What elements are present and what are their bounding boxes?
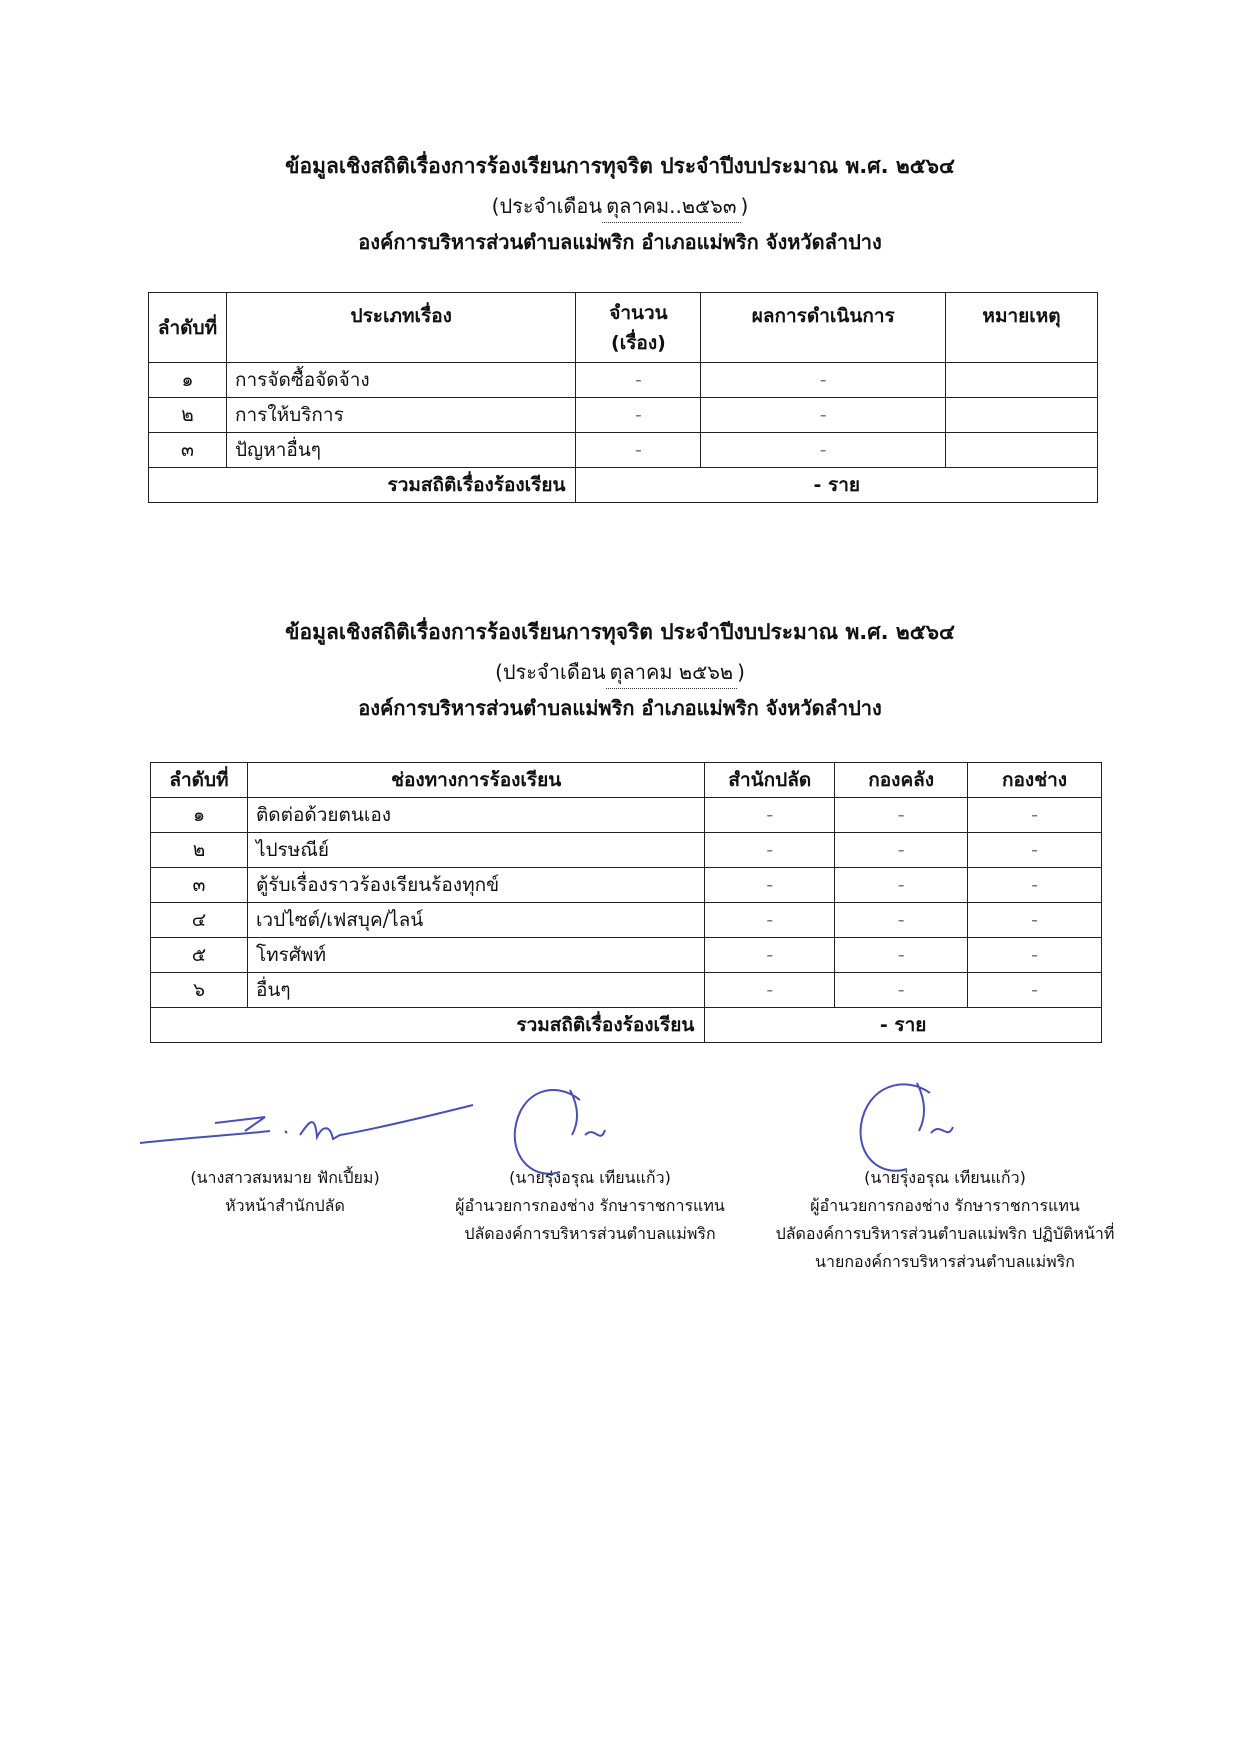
table-row — [151, 938, 1102, 973]
section1-title: ข้อมูลเชิงสถิติเรื่องการร้องเรียนการทุจริต ประจำปีงบประมาณ พ.ศ. ๒๕๖๔ — [285, 154, 955, 178]
total-value: - ราย — [705, 1008, 1102, 1043]
section2-table — [150, 762, 1102, 1043]
month-value: ตุลาคม ๒๕๖๒ — [606, 656, 738, 689]
total-value: - ราย — [576, 468, 1098, 503]
table-row — [149, 433, 1098, 468]
header-note: หมายเหตุ — [946, 293, 1098, 363]
cell-engineering: - — [968, 798, 1102, 833]
cell-no: ๔ — [151, 903, 248, 938]
cell-office: - — [705, 868, 835, 903]
total-label: รวมสถิติเรื่องร้องเรียน — [151, 1008, 705, 1043]
cell-no: ๑ — [151, 798, 248, 833]
table-row — [151, 973, 1102, 1008]
month-prefix: (ประจำเดือน — [495, 660, 606, 684]
table-header-row — [151, 763, 1102, 798]
month-suffix: ) — [737, 660, 745, 684]
table-row — [151, 903, 1102, 938]
signer-title: ปลัดองค์การบริหารส่วนตำบลแม่พริก — [464, 1224, 716, 1243]
cell-engineering: - — [968, 973, 1102, 1008]
cell-finance: - — [835, 938, 968, 973]
cell-office: - — [705, 798, 835, 833]
cell-type: ปัญหาอื่นๆ — [226, 433, 576, 468]
signer-title: ผู้อำนวยการกองช่าง รักษาราชการแทน — [810, 1196, 1080, 1215]
section2-month — [0, 656, 1240, 689]
cell-channel: อื่นๆ — [247, 973, 704, 1008]
table-row — [151, 868, 1102, 903]
cell-channel: ไปรษณีย์ — [247, 833, 704, 868]
cell-engineering: - — [968, 903, 1102, 938]
header-office: สำนักปลัด — [705, 763, 835, 798]
section1-table — [148, 292, 1098, 503]
cell-finance: - — [835, 868, 968, 903]
table-row — [149, 398, 1098, 433]
total-row — [151, 1008, 1102, 1043]
signature-block-2 — [420, 1164, 760, 1248]
month-prefix: (ประจำเดือน — [491, 194, 603, 218]
table-row — [151, 798, 1102, 833]
table-header-row — [149, 293, 1098, 363]
total-label: รวมสถิติเรื่องร้องเรียน — [149, 468, 576, 503]
cell-channel: ตู้รับเรื่องราวร้องเรียนร้องทุกข์ — [247, 868, 704, 903]
cell-note — [946, 398, 1098, 433]
cell-engineering: - — [968, 833, 1102, 868]
cell-type: การจัดซื้อจัดจ้าง — [226, 363, 576, 398]
signer-title: นายกองค์การบริหารส่วนตำบลแม่พริก — [815, 1252, 1075, 1271]
cell-type: การให้บริการ — [226, 398, 576, 433]
month-suffix: ) — [740, 194, 749, 218]
cell-note — [946, 433, 1098, 468]
header-no: ลำดับที่ — [149, 293, 227, 363]
cell-finance: - — [835, 973, 968, 1008]
cell-no: ๕ — [151, 938, 248, 973]
cell-no: ๖ — [151, 973, 248, 1008]
cell-no: ๒ — [149, 398, 227, 433]
header-engineering: กองช่าง — [968, 763, 1102, 798]
header-result: ผลการดำเนินการ — [701, 293, 946, 363]
cell-channel: โทรศัพท์ — [247, 938, 704, 973]
month-value: ตุลาคม..๒๕๖๓ — [602, 190, 740, 223]
section2-org: องค์การบริหารส่วนตำบลแม่พริก อำเภอแม่พริก จังหวัดลำปาง — [358, 696, 882, 720]
cell-engineering: - — [968, 868, 1102, 903]
table-row — [149, 363, 1098, 398]
cell-office: - — [705, 973, 835, 1008]
table-row — [151, 833, 1102, 868]
cell-result: - — [701, 363, 946, 398]
signer-title: หัวหน้าสำนักปลัด — [225, 1196, 345, 1215]
cell-count: - — [576, 433, 701, 468]
cell-note — [946, 363, 1098, 398]
cell-office: - — [705, 938, 835, 973]
section2-title: ข้อมูลเชิงสถิติเรื่องการร้องเรียนการทุจริต ประจำปีงบประมาณ พ.ศ. ๒๕๖๔ — [285, 620, 955, 644]
total-row — [149, 468, 1098, 503]
cell-office: - — [705, 833, 835, 868]
header-channel: ช่องทางการร้องเรียน — [247, 763, 704, 798]
cell-result: - — [701, 398, 946, 433]
cell-finance: - — [835, 903, 968, 938]
signature-block-3 — [755, 1164, 1135, 1276]
header-finance: กองคลัง — [835, 763, 968, 798]
cell-result: - — [701, 433, 946, 468]
cell-finance: - — [835, 833, 968, 868]
signature-scribble-1 — [135, 1095, 480, 1155]
header-type: ประเภทเรื่อง — [226, 293, 576, 363]
header-no: ลำดับที่ — [151, 763, 248, 798]
cell-finance: - — [835, 798, 968, 833]
section1-org: องค์การบริหารส่วนตำบลแม่พริก อำเภอแม่พริก จังหวัดลำปาง — [358, 230, 882, 254]
cell-engineering: - — [968, 938, 1102, 973]
cell-channel: เวปไซต์/เฟสบุค/ไลน์ — [247, 903, 704, 938]
cell-channel: ติดต่อด้วยตนเอง — [247, 798, 704, 833]
cell-count: - — [576, 363, 701, 398]
cell-no: ๓ — [149, 433, 227, 468]
signature-block-1 — [150, 1164, 420, 1220]
section1-month — [0, 190, 1240, 223]
cell-count: - — [576, 398, 701, 433]
cell-office: - — [705, 903, 835, 938]
signer-name: (นางสาวสมหมาย ฟักเปี้ยม) — [190, 1168, 380, 1187]
header-count: จำนวน (เรื่อง) — [576, 293, 701, 363]
cell-no: ๓ — [151, 868, 248, 903]
signer-title: ปลัดองค์การบริหารส่วนตำบลแม่พริก ปฏิบัติหน้าที่ — [775, 1224, 1115, 1243]
signer-title: ผู้อำนวยการกองช่าง รักษาราชการแทน — [455, 1196, 725, 1215]
cell-no: ๒ — [151, 833, 248, 868]
cell-no: ๑ — [149, 363, 227, 398]
signer-name: (นายรุ่งอรุณ เทียนแก้ว) — [864, 1168, 1026, 1187]
signer-name: (นายรุ่งอรุณ เทียนแก้ว) — [509, 1168, 671, 1187]
